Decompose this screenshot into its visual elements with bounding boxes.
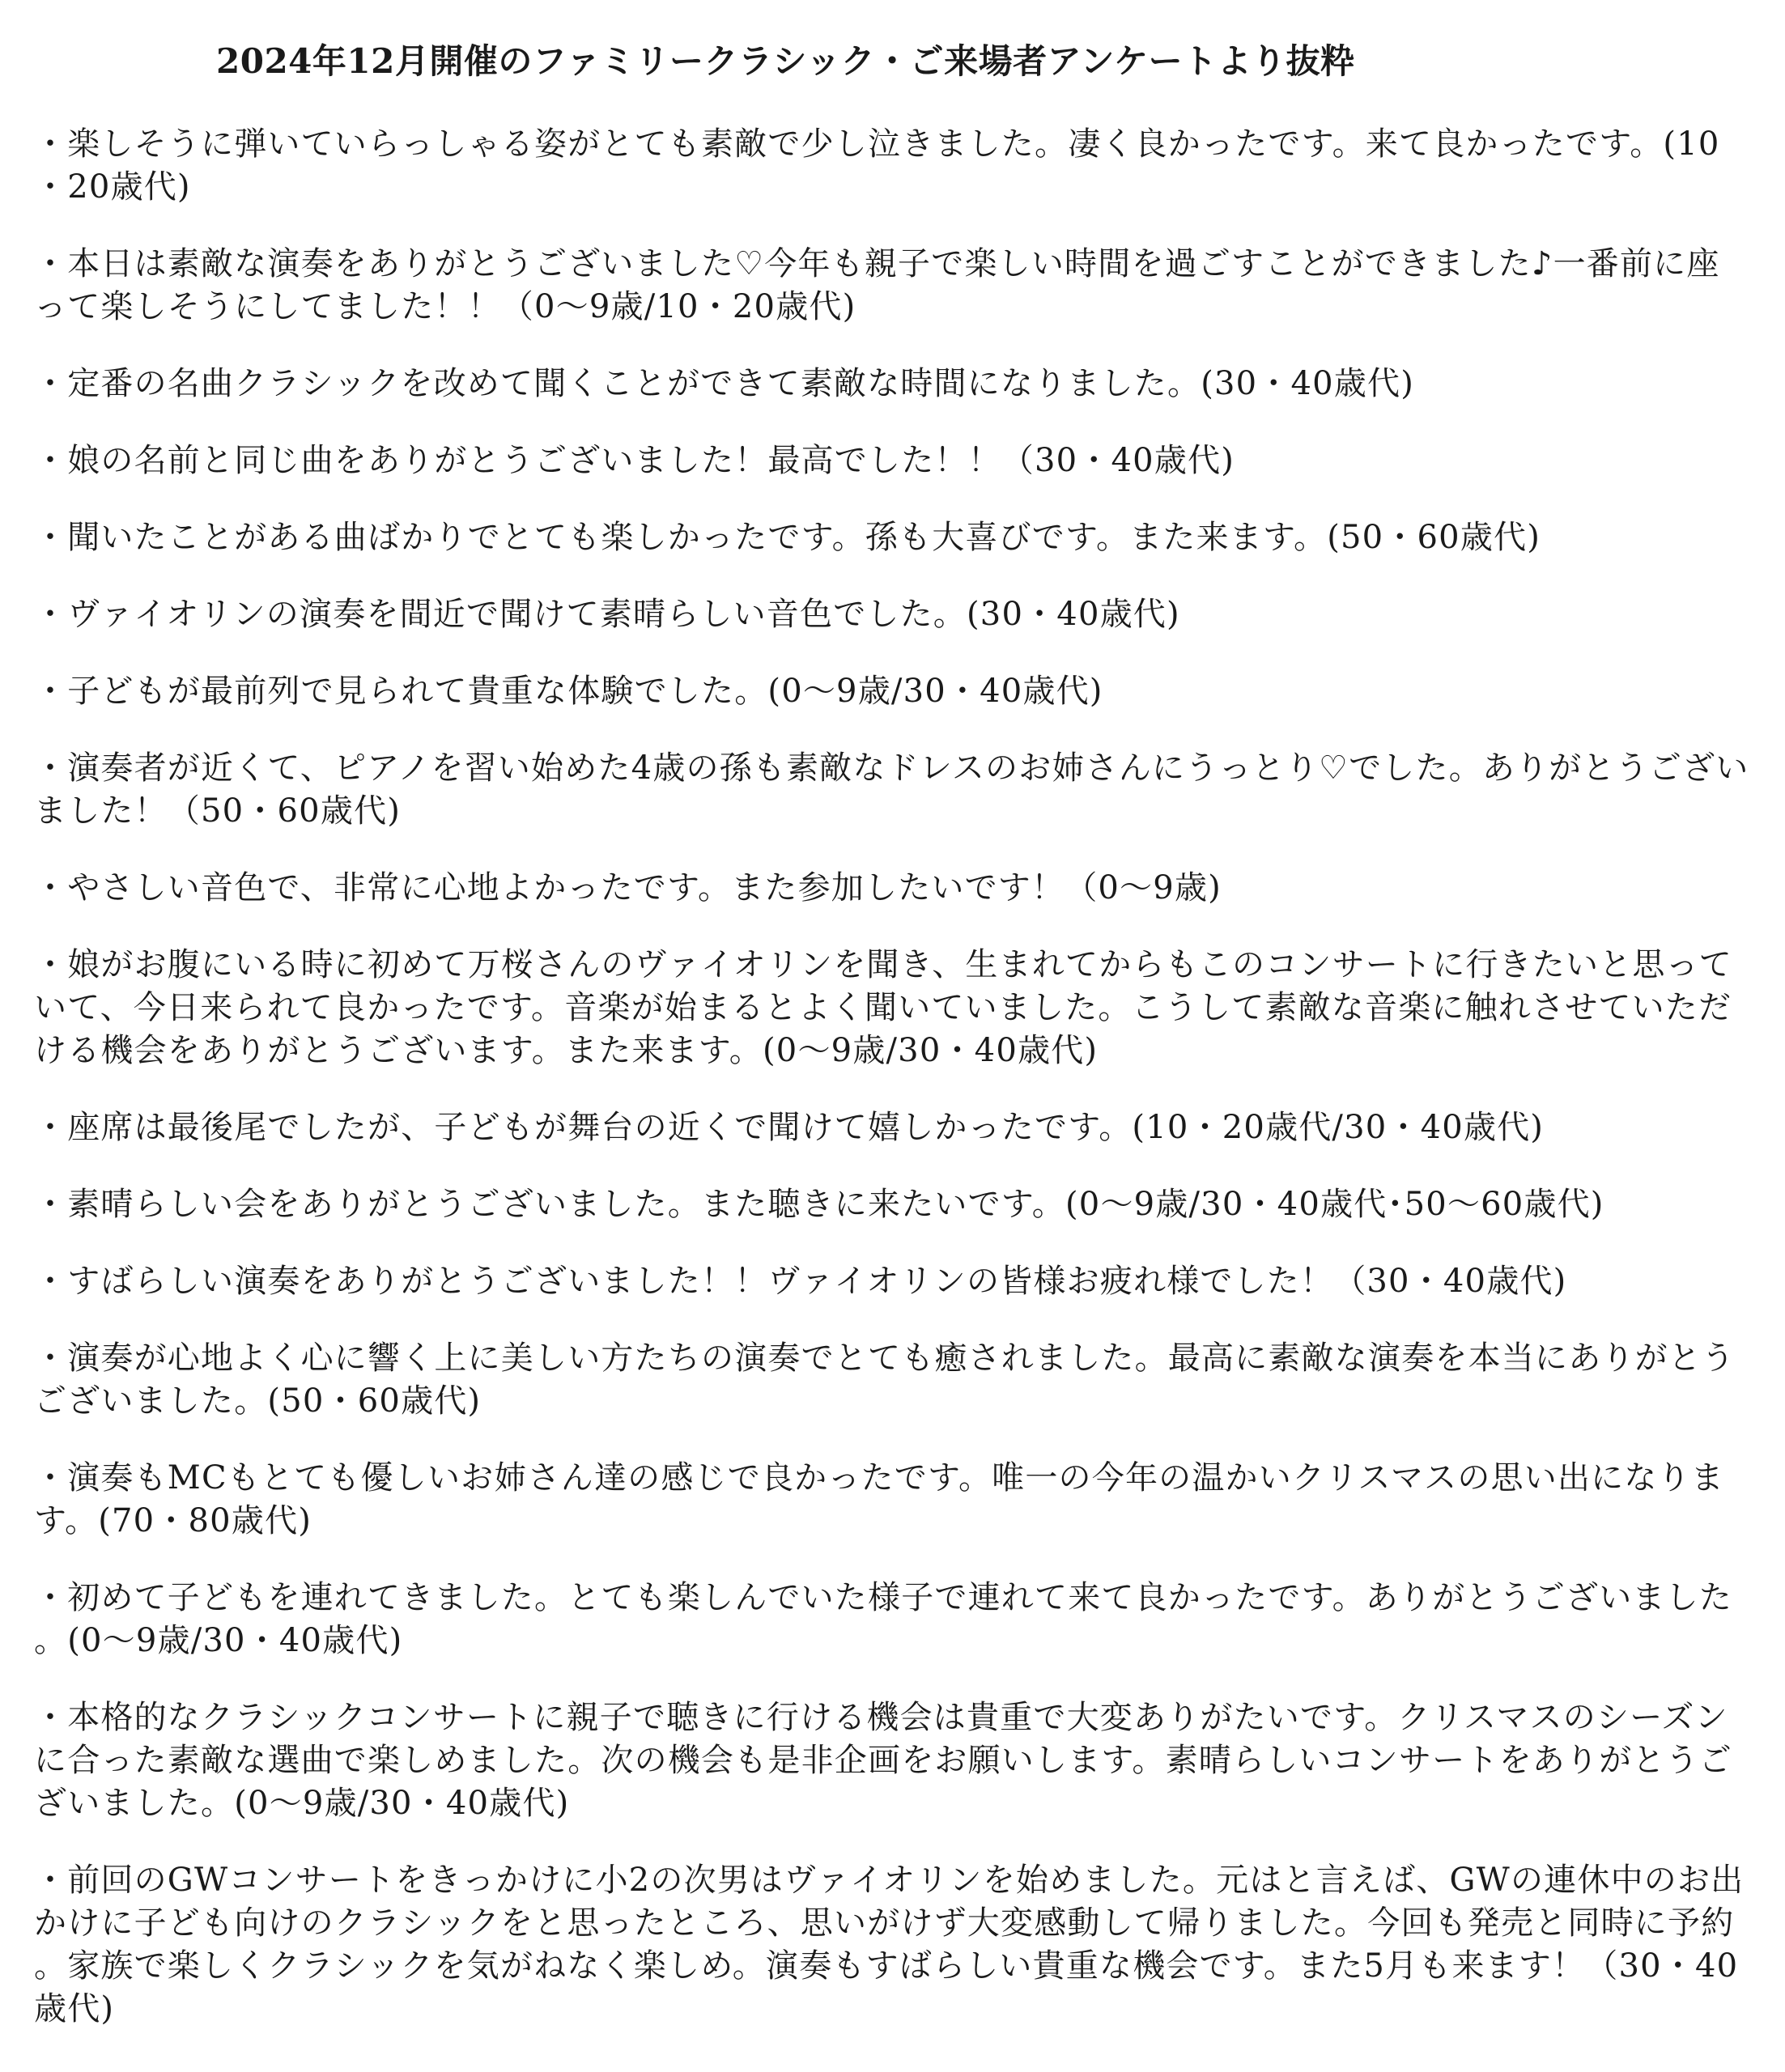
comment-item: ・本格的なクラシックコンサートに親子で聴きに行ける機会は貴重で大変ありがたいです。クリスマスのシーズンに合った素敵な選曲で楽しめました。次の機会も是非企画をお願いします。素晴らしいコンサートをありがとうございました。(0〜9歳/30・40歳代) bbox=[34, 1699, 1732, 1822]
comment-item: ・子どもが最前列で見られて貴重な体験でした。(0〜9歳/30・40歳代) bbox=[34, 673, 1103, 710]
comment-item: ・素晴らしい会をありがとうございました。また聴きに来たいです。(0〜9歳/30・40歳代･50〜60歳代) bbox=[34, 1186, 1604, 1223]
comment-item: ・座席は最後尾でしたが、子どもが舞台の近くで聞けて嬉しかったです。(10・20歳代/30・40歳代) bbox=[34, 1109, 1545, 1146]
comment-item: ・やさしい音色で、非常に心地よかったです。また参加したいです！（0〜9歳) bbox=[34, 869, 1222, 906]
comment-item: ・初めて子どもを連れてきました。とても楽しんでいた様子で連れて来て良かったです。ありがとうございました。(0〜9歳/30・40歳代) bbox=[34, 1579, 1732, 1659]
comment-item: ・聞いたことがある曲ばかりでとても楽しかったです。孫も大喜びです。また来ます。(50・60歳代) bbox=[34, 519, 1541, 556]
document-title: 2024年12月開催のファミリークラシック・ご来場者アンケートより抜粋 bbox=[216, 41, 1355, 81]
comment-item: ・演奏が心地よく心に響く上に美しい方たちの演奏でとても癒されました。最高に素敵な演奏を本当にありがとうございました。(50・60歳代) bbox=[34, 1340, 1736, 1420]
comment-item: ・すばらしい演奏をありがとうございました！！ヴァイオリンの皆様お疲れ様でした！（30・40歳代) bbox=[34, 1263, 1567, 1300]
comment-item: ・娘がお腹にいる時に初めて万桜さんのヴァイオリンを聞き、生まれてからもこのコンサートに行きたいと思っていて、今日来られて良かったです。音楽が始まるとよく聞いていました。こうして素敵な音楽に触れさせていただける機会をありがとうございます。また来ます。(0〜9歳/30・40歳代) bbox=[34, 946, 1732, 1069]
comment-item: ・楽しそうに弾いていらっしゃる姿がとても素敵で少し泣きました。凄く良かったです。来て良かったです。(10・20歳代) bbox=[34, 125, 1720, 206]
comment-item: ・演奏もMCもとても優しいお姉さん達の感じで良かったです。唯一の今年の温かいクリスマスの思い出になります。(70・80歳代) bbox=[34, 1459, 1724, 1539]
comment-item: ・娘の名前と同じ曲をありがとうございました！最高でした！！（30・40歳代) bbox=[34, 442, 1235, 479]
comment-item: ・演奏者が近くて、ピアノを習い始めた4歳の孫も素敵なドレスのお姉さんにうっとり♡でした。ありがとうございました！（50・60歳代) bbox=[34, 749, 1749, 830]
comment-item: ・ヴァイオリンの演奏を間近で聞けて素晴らしい音色でした。(30・40歳代) bbox=[34, 596, 1180, 633]
document-page bbox=[34, 0, 1750, 2072]
comment-list bbox=[34, 123, 1750, 2065]
comment-item: ・前回のGWコンサートをきっかけに小2の次男はヴァイオリンを始めました。元はと言えば、GWの連休中のお出かけに子ども向けのクラシックをと思ったところ、思いがけず大変感動して帰りました。今回も発売と同時に予約。家族で楽しくクラシックを気がねなく楽しめ。演奏もすばらしい貴重な機会です。また5月も来ます！（30・40歳代) bbox=[34, 1862, 1745, 2027]
comment-item: ・本日は素敵な演奏をありがとうございました♡今年も親子で楽しい時間を過ごすことができました♪一番前に座って楽しそうにしてました！！（0〜9歳/10・20歳代) bbox=[34, 245, 1720, 325]
comment-item: ・定番の名曲クラシックを改めて聞くことができて素敵な時間になりました。(30・40歳代) bbox=[34, 365, 1415, 402]
